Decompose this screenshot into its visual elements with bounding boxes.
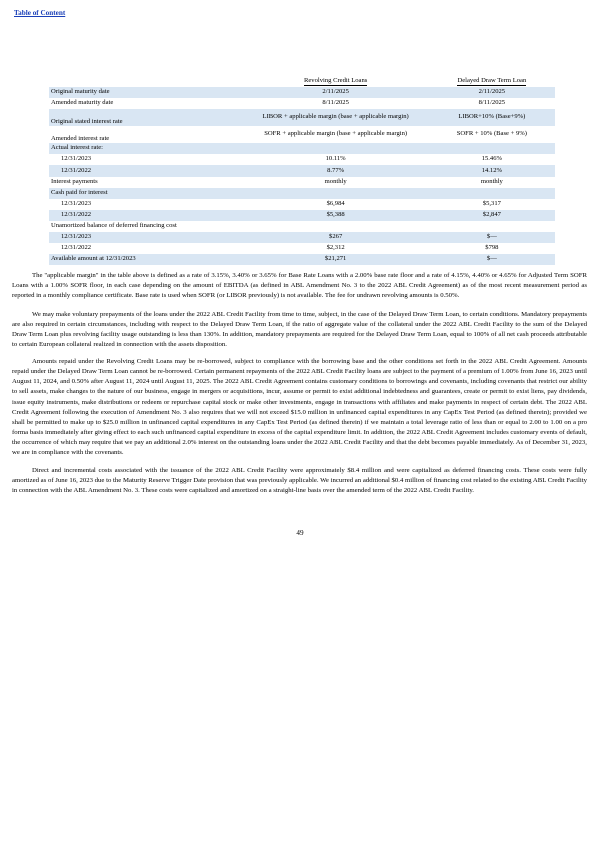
cell-revolving: 8.77% [257, 165, 413, 176]
header-revolving: Revolving Credit Loans [303, 76, 368, 84]
row-label: 12/31/2022 [61, 244, 92, 252]
cell-delayed: $798 [485, 244, 499, 252]
cell-revolving: 10.11% [325, 155, 346, 163]
table-row [49, 188, 555, 199]
cell-revolving: $21,271 [257, 254, 413, 265]
cell-revolving: monthly [324, 177, 347, 185]
cell-delayed [429, 188, 555, 199]
cell-revolving: $5,388 [257, 210, 413, 221]
cell-delayed: 15.46% [481, 155, 503, 163]
row-label: Available amount at 12/31/2023 [49, 254, 233, 265]
paragraph-prepayments: We may make voluntary prepayments of the loans under the 2022 ABL Credit Facility from time to time, subject, in the case of the Delayed Draw Term Loan, to certain conditions. Mandatory prepayments are also required in certain circumstances, including with respect to the Delayed Draw Term Loan, if the ratio of aggregate value of the collateral under the 2022 ABL Credit Facility to the sum of the Delayed Draw Term Loan plus revolving facility usage outstanding is less than 130%. In addition, mandatory prepayments are required for the Delayed Draw Term Loan, equal to 100% of all net cash proceeds attributable to certain European collateral realized in connection with the assets disposition. [12, 311, 587, 349]
cell-revolving: $6,984 [326, 199, 345, 207]
table-header-row [49, 76, 555, 87]
row-label: Unamortized balance of deferred financing cost [51, 222, 177, 230]
row-label: 12/31/2022 [49, 210, 233, 221]
paragraph-financing-costs: Direct and incremental costs associated with the issuance of the 2022 ABL Credit Facility were approximately $8.4 million and were capitalized as deferred financing costs. These costs were fully amortized as of June 16, 2023 due to the Maturity Reserve Trigger Date provision that was previously applicable. We incurred an additional $0.4 million of financing cost related to the existing ABL Credit Facility in connection with the ABL Amendment No. 3. These costs were capitalized and amortized on a straight-line basis over the amended term of the 2022 ABL Credit Facility. [12, 467, 587, 495]
loan-terms-table [49, 76, 555, 265]
cell-delayed: 14.12% [429, 165, 555, 176]
table-row [49, 243, 555, 254]
cell-delayed: 2/11/2025 [429, 87, 555, 98]
cell-revolving: $2,312 [326, 244, 345, 252]
table-row [49, 221, 555, 232]
cell-delayed [429, 143, 555, 154]
table-row [49, 254, 555, 265]
row-label: Cash paid for interest [49, 188, 233, 199]
paragraph-repayment-covenants: Amounts repaid under the Revolving Credit Loans may be re-borrowed, subject to compliance with the borrowing base and the other conditions set forth in the 2022 ABL Credit Agreement. Amounts repaid under the Delayed Draw Term Loan cannot be re-borrowed. Certain permanent repayments of the 2022 ABL Credit Facility loans are subject to the payment of a premium of 1.00% from June 16, 2023 until August 11, 2024, and 0.50% after August 11, 2024 until August 11, 2025. The 2022 ABL Credit Agreement contains customary conditions to borrowings and covenants, including covenants that restrict our ability to sell assets, make changes to the nature of our business, engage in mergers or acquisitions, incur, assume or permit to exist additional indebtedness and guarantees, create or permit to exist liens, pay dividends, issue equity instruments, make distributions or redeem or repurchase capital stock or make other investments, engage in transactions with affiliates and make payments in respect of certain debt. The 2022 ABL Credit Agreement following the execution of Amendment No. 3 also requires that we will not exceed $15.0 million in unfinanced capital expenditures in any CapEx Test Period (as defined therein); provided we shall be permitted to make up to $25.0 million in unfinanced capital expenditures in any CapEx Test Period (as defined therein) if we maintain a total leverage ratio of less than or equal to 2.00 to 1.00 on a pro forma basis immediately after giving effect to each such unfinanced capital expenditure in excess of the capital expenditure limit. In addition, the 2022 ABL Credit Agreement includes customary events of default, the occurrence of which may require that we pay an additional 2.0% interest on the outstanding loans under the 2022 ABL Credit Facility and that the debt becomes payable immediately. As of December 31, 2023, we are in compliance with the covenants. [12, 358, 587, 457]
row-label: Amended maturity date [51, 99, 114, 107]
cell-delayed: $2,847 [429, 210, 555, 221]
row-label: Actual interest rate: [49, 143, 233, 154]
row-label: Original stated interest rate [49, 109, 233, 126]
header-delayed: Delayed Draw Term Loan [457, 76, 527, 84]
row-label: Amended interest rate [51, 135, 110, 143]
row-label: Original maturity date [49, 87, 233, 98]
row-label: 12/31/2023 [49, 232, 233, 243]
cell-revolving [257, 221, 413, 232]
cell-delayed: $5,317 [482, 199, 501, 207]
cell-revolving: $267 [257, 232, 413, 243]
table-row [49, 210, 555, 221]
table-row [49, 87, 555, 98]
cell-delayed: $— [429, 254, 555, 265]
cell-delayed: SOFR + 10% (Base + 9%) [456, 130, 527, 138]
table-row [49, 165, 555, 176]
cell-revolving: LIBOR + applicable margin (base + applicable margin) [257, 109, 413, 126]
cell-delayed [429, 221, 555, 232]
cell-revolving: 2/11/2025 [257, 87, 413, 98]
row-label: 12/31/2022 [49, 165, 233, 176]
table-row [49, 109, 555, 126]
paragraph-applicable-margin: The "applicable margin" in the table above is defined as a rate of 3.15%, 3.40% or 3.65% for Base Rate Loans with a 2.00% base rate floor and a rate of 4.15%, 4.40% or 4.65% for Adjusted Term SOFR Loans with a 1.00% SOFR floor, in each case depending on the amount of EBITDA (as defined in ABL Amendment No. 3 to the 2022 ABL Credit Agreement) as of the most recent measurement period as reported in a monthly compliance certificate. Base rate is used when SOFR (or LIBOR previously) is not available. The fee for undrawn revolving amounts is 0.50%. [12, 272, 587, 300]
table-of-content-link[interactable]: Table of Content [14, 9, 66, 17]
table-row [49, 143, 555, 154]
cell-delayed: $— [429, 232, 555, 243]
table-row [49, 232, 555, 243]
table-row [49, 126, 555, 143]
cell-revolving [257, 143, 413, 154]
table-row [49, 98, 555, 109]
cell-delayed: monthly [480, 177, 503, 185]
cell-revolving [257, 188, 413, 199]
table-row [49, 154, 555, 165]
header-blank [49, 76, 233, 87]
cell-revolving: 8/11/2025 [322, 99, 349, 107]
cell-delayed: 8/11/2025 [478, 99, 506, 107]
row-label: 12/31/2023 [61, 199, 92, 207]
cell-revolving: SOFR + applicable margin (base + applicable margin) [264, 130, 408, 138]
table-row [49, 177, 555, 188]
row-label: Interest payments [51, 177, 98, 185]
page-number: 49 [296, 529, 304, 537]
cell-delayed: LIBOR+10% (Base+9%) [429, 109, 555, 126]
table-row [49, 199, 555, 210]
row-label: 12/31/2023 [61, 155, 92, 163]
